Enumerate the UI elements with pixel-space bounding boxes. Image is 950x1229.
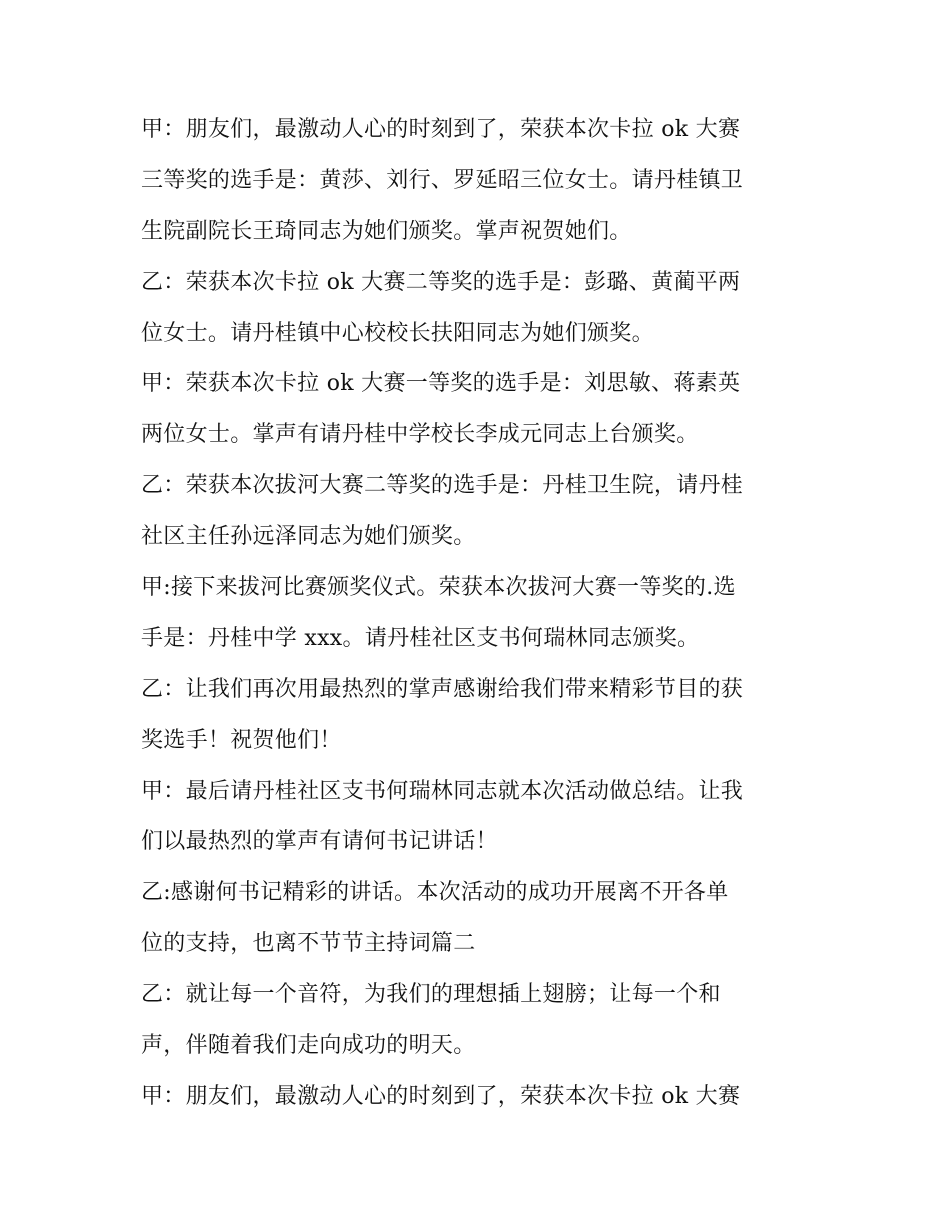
text-line: 乙：荣获本次卡拉 ok 大赛二等奖的选手是：彭璐、黄蔺平两	[141, 269, 741, 295]
text-line: 甲：朋友们，最激动人心的时刻到了，荣获本次卡拉 ok 大赛	[141, 117, 741, 142]
text-line: 甲：朋友们，最激动人心的时刻到了，荣获本次卡拉 ok 大赛	[141, 1083, 741, 1109]
text-line: 甲：荣获本次卡拉 ok 大赛一等奖的选手是：刘思敏、蒋素英	[141, 371, 741, 397]
text-line: 乙:感谢何书记精彩的讲话。本次活动的成功开展离不开各单	[141, 880, 729, 906]
document-body	[141, 105, 821, 1123]
text-line: 甲：最后请丹桂社区支书何瑞林同志就本次活动做总结。让我	[141, 778, 744, 804]
text-line: 位女士。请丹桂镇中心校校长扶阳同志为她们颁奖。	[141, 320, 654, 346]
text-line: 奖选手！祝贺他们！	[141, 727, 342, 753]
text-line: 乙：就让每一个音符，为我们的理想插上翅膀；让每一个和	[141, 982, 721, 1008]
text-line: 手是：丹桂中学 xxx。请丹桂社区支书何瑞林同志颁奖。	[141, 625, 700, 651]
text-line: 们以最热烈的掌声有请何书记讲话！	[141, 829, 498, 855]
text-line: 声，伴随着我们走向成功的明天。	[141, 1033, 476, 1059]
text-line: 两位女士。掌声有请丹桂中学校长李成元同志上台颁奖。	[141, 422, 699, 448]
text-line: 甲:接下来拔河比赛颁奖仪式。荣获本次拔河大赛一等奖的.选	[141, 575, 736, 601]
text-line: 乙：让我们再次用最热烈的掌声感谢给我们带来精彩节目的获	[141, 676, 744, 702]
text-line: 生院副院长王琦同志为她们颁奖。掌声祝贺她们。	[141, 218, 632, 244]
text-line: 位的支持，也离不节节主持词篇二	[141, 931, 476, 957]
text-line: 乙：荣获本次拔河大赛二等奖的选手是：丹桂卫生院，请丹桂	[141, 473, 744, 499]
text-line: 社区主任孙远泽同志为她们颁奖。	[141, 524, 476, 550]
text-line: 三等奖的选手是：黄莎、刘行、罗延昭三位女士。请丹桂镇卫	[141, 167, 744, 193]
